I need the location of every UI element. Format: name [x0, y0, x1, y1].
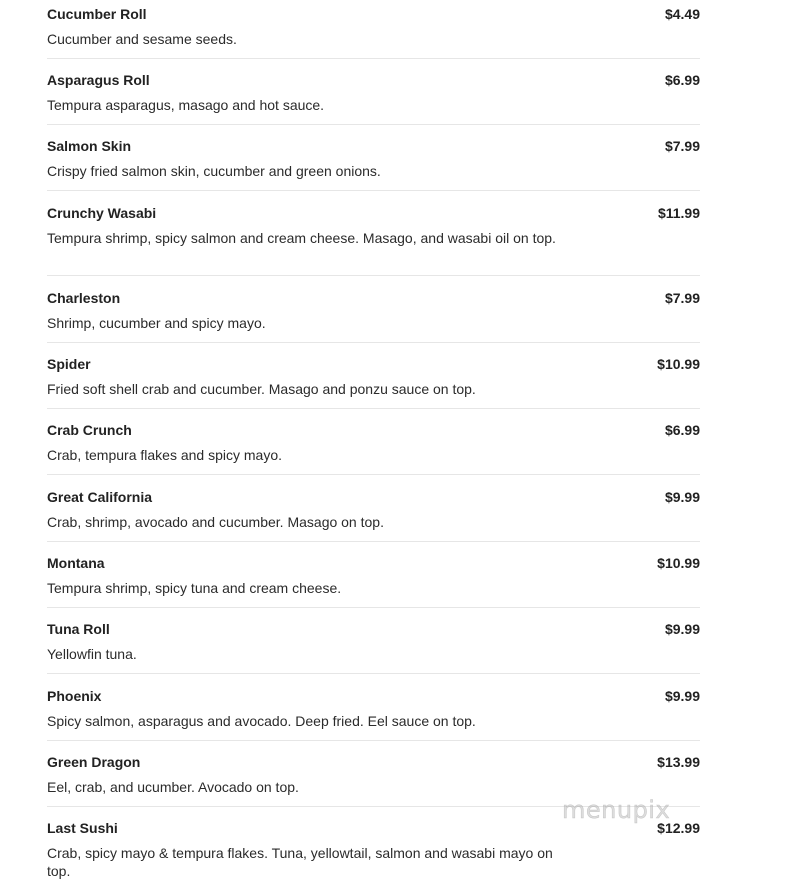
item-description: Eel, crab, and ucumber. Avocado on top. — [47, 779, 299, 795]
item-price: $12.99 — [657, 820, 700, 836]
item-name: Salmon Skin — [47, 138, 132, 154]
item-name: Great California — [47, 489, 153, 505]
item-description: Crab, spicy mayo & tempura flakes. Tuna, yellowtail, salmon and wasabi mayo on top. — [47, 845, 553, 879]
item-name: Tuna Roll — [47, 621, 110, 637]
item-price: $13.99 — [657, 754, 700, 770]
item-description: Tempura shrimp, spicy tuna and cream cheese. — [47, 580, 342, 596]
item-description: Spicy salmon, asparagus and avocado. Deep fried. Eel sauce on top. — [47, 713, 476, 729]
item-price: $7.99 — [664, 138, 700, 154]
item-price: $9.99 — [664, 621, 700, 637]
divider — [47, 474, 700, 475]
divider — [47, 408, 700, 409]
item-price: $10.99 — [657, 555, 700, 571]
item-price: $6.99 — [664, 422, 700, 438]
item-description: Shrimp, cucumber and spicy mayo. — [47, 315, 266, 331]
item-name: Green Dragon — [47, 754, 141, 770]
item-name: Phoenix — [47, 688, 102, 704]
item-description: Cucumber and sesame seeds. — [47, 31, 237, 47]
menupix-watermark: menupix — [562, 796, 671, 824]
item-price: $11.99 — [657, 205, 700, 221]
divider — [47, 190, 700, 191]
item-description: Yellowfin tuna. — [47, 646, 137, 662]
item-description: Crab, shrimp, avocado and cucumber. Masago on top. — [47, 514, 384, 530]
item-name: Crunchy Wasabi — [47, 205, 157, 221]
item-name: Charleston — [47, 290, 121, 306]
item-price: $6.99 — [664, 72, 700, 88]
divider — [47, 342, 700, 343]
divider — [47, 740, 700, 741]
item-price: $10.99 — [657, 356, 700, 372]
item-name: Last Sushi — [47, 820, 118, 836]
item-name: Asparagus Roll — [47, 72, 150, 88]
item-description: Tempura shrimp, spicy salmon and cream cheese. Masago, and wasabi oil on top. — [47, 230, 556, 246]
item-description: Crispy fried salmon skin, cucumber and green onions. — [47, 163, 381, 179]
item-price: $7.99 — [664, 290, 700, 306]
item-name: Spider — [47, 356, 91, 372]
divider — [47, 607, 700, 608]
item-name: Crab Crunch — [47, 422, 132, 438]
divider — [47, 541, 700, 542]
divider — [47, 673, 700, 674]
divider — [47, 806, 700, 807]
item-price: $9.99 — [664, 489, 700, 505]
item-price: $9.99 — [664, 688, 700, 704]
divider — [47, 124, 700, 125]
item-name: Cucumber Roll — [47, 6, 147, 22]
item-description: Tempura asparagus, masago and hot sauce. — [47, 97, 325, 113]
item-price: $4.49 — [664, 6, 700, 22]
item-description: Crab, tempura flakes and spicy mayo. — [47, 447, 282, 463]
item-description: Fried soft shell crab and cucumber. Masago and ponzu sauce on top. — [47, 381, 476, 397]
divider — [47, 275, 700, 276]
divider — [47, 58, 700, 59]
item-name: Montana — [47, 555, 105, 571]
